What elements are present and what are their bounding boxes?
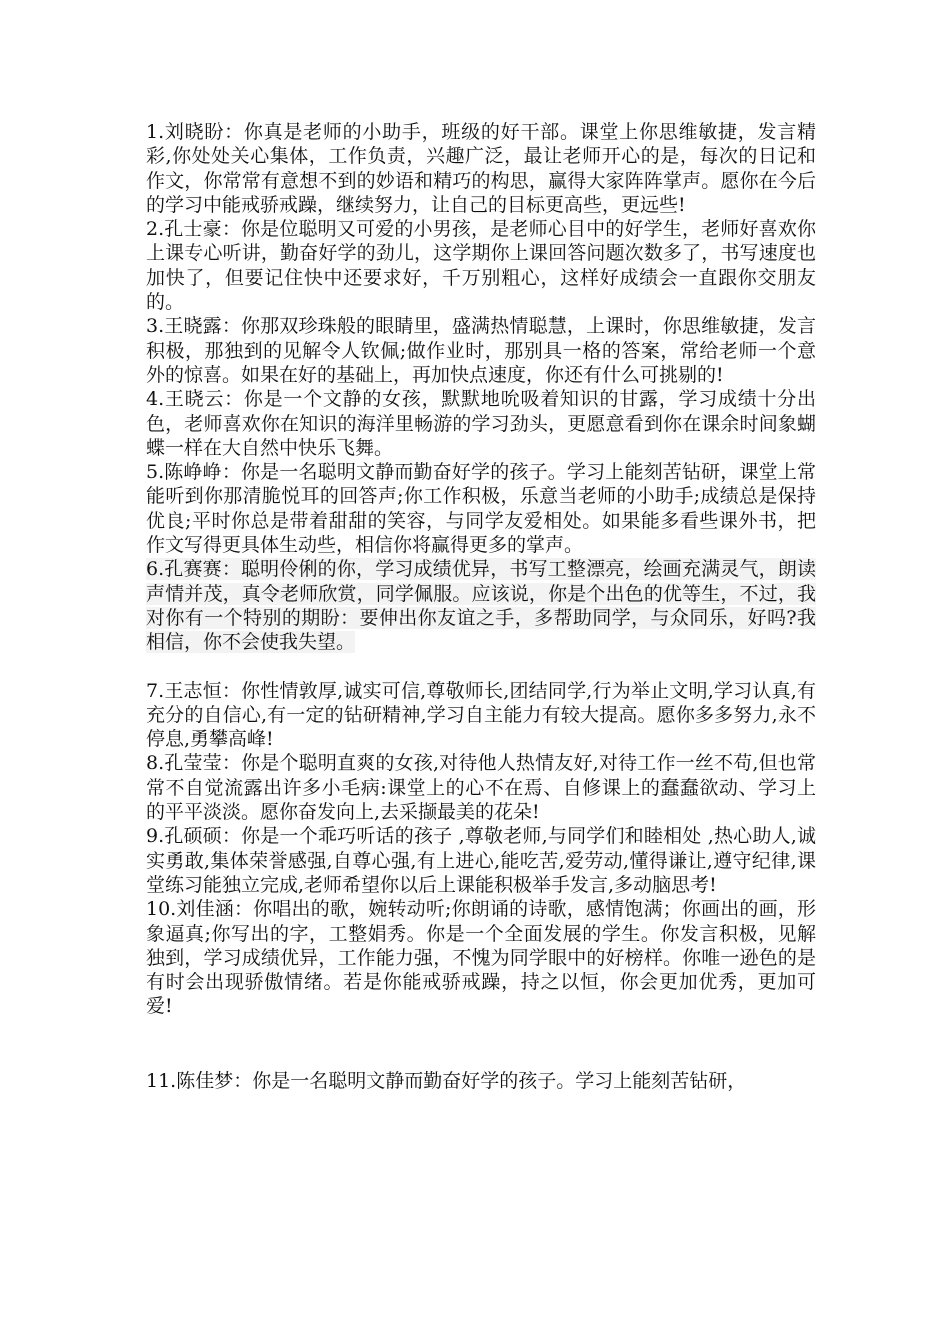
comment-paragraph-1: 1.刘晓盼：你真是老师的小助手，班级的好干部。课堂上你思维敏捷，发言精彩,你处处关心集体，工作负责，兴趣广泛，最让老师开心的是，每次的日记和作文，你常常有意想不到的妙语和精巧的构思，赢得大家阵阵掌声。愿你在今后的学习中能戒骄戒躁，继续努力，让自己的目标更高些，更远些!	[146, 121, 816, 216]
comment-paragraph-6-text: 6.孔赛赛：聪明伶俐的你，学习成绩优异，书写工整漂亮，绘画充满灵气，朗读声情并茂，真令老师欣赏，同学佩服。应该说，你是个出色的优等生，不过，我对你有一个特别的期盼：要伸出你友谊之手，多帮助同学，与众同乐，好吗?我相信，你不会使我失望。	[146, 558, 816, 654]
comment-paragraph-4: 4.王晓云：你是一个文静的女孩，默默地吮吸着知识的甘露，学习成绩十分出色，老师喜欢你在知识的海洋里畅游的学习劲头，更愿意看到你在课余时间象蝴蝶一样在大自然中快乐飞舞。	[146, 388, 816, 459]
document-body	[146, 120, 816, 1093]
comment-paragraph-5: 5.陈峥峥：你是一名聪明文静而勤奋好学的孩子。学习上能刻苦钻研，课堂上常能听到你那清脆悦耳的回答声;你工作积极，乐意当老师的小助手;成绩总是保持优良;平时你总是带着甜甜的笑容，与同学友爱相处。如果能多看些课外书，把作文写得更具体生动些，相信你将赢得更多的掌声。	[146, 461, 816, 557]
comment-paragraph-2: 2.孔士豪：你是位聪明又可爱的小男孩，是老师心目中的好学生，老师好喜欢你上课专心听讲，勤奋好学的劲儿，这学期你上课回答问题次数多了，书写速度也加快了，但要记住快中还要求好，千万别粗心，这样好成绩会一直跟你交朋友的。	[146, 218, 816, 314]
comment-paragraph-7: 7.王志恒：你性情敦厚,诚实可信,尊敬师长,团结同学,行为举止文明,学习认真,有充分的自信心,有一定的钻研精神,学习自主能力有较大提高。愿你多多努力,永不停息,勇攀高峰!	[146, 679, 816, 751]
comment-paragraph-9: 9.孔硕硕：你是一个乖巧听话的孩子 ,尊敬老师,与同学们和睦相处 ,热心助人,诚实勇敢,集体荣誉感强,自尊心强,有上进心,能吃苦,爱劳动,懂得谦让,遵守纪律,课堂练习能独立完成,老师希望你以后上课能积极举手发言,多动脑思考!	[146, 825, 816, 896]
comment-paragraph-3: 3.王晓露：你那双珍珠般的眼睛里，盛满热情聪慧，上课时，你思维敏捷，发言积极，那独到的见解令人钦佩;做作业时，那别具一格的答案，常给老师一个意外的惊喜。如果在好的基础上，再加快点速度，你还有什么可挑剔的!	[146, 315, 816, 386]
paragraph-gap	[146, 1019, 816, 1069]
comment-paragraph-10: 10.刘佳涵：你唱出的歌，婉转动听;你朗诵的诗歌，感情饱满；你画出的画，形象逼真;你写出的字，工整娟秀。你是一个全面发展的学生。你发言积极，见解独到，学习成绩优异，工作能力强，不愧为同学眼中的好榜样。你唯一逊色的是有时会出现骄傲情绪。若是你能戒骄戒躁，持之以恒，你会更加优秀，更加可爱!	[146, 898, 816, 1018]
comment-paragraph-11: 11.陈佳梦：你是一名聪明文静而勤奋好学的孩子。学习上能刻苦钻研，	[146, 1069, 747, 1092]
comment-paragraph-8: 8.孔莹莹：你是个聪明直爽的女孩,对待他人热情友好,对待工作一丝不苟,但也常常不自觉流露出许多小毛病:课堂上的心不在焉、自修课上的蠢蠢欲动、学习上的平平淡淡。愿你奋发向上,去采撷最美的花朵!	[146, 752, 816, 824]
paragraph-gap	[146, 655, 816, 679]
comment-paragraph-6	[146, 557, 816, 654]
